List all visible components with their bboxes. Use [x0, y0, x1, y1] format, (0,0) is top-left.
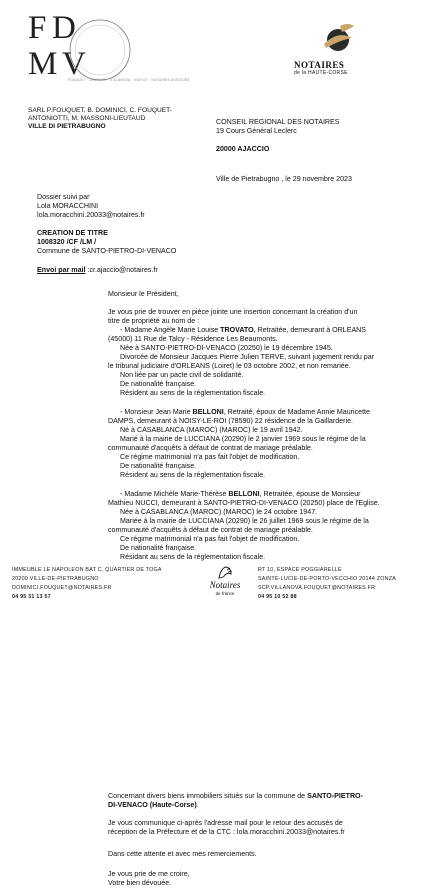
footer-left-town: 20200 VILLE-DE-PIETRABUGNO [12, 576, 99, 582]
page2-para3: Dans cette attente et avec mes remerciements. [108, 850, 257, 858]
footer-right-email: SCP.VILLANOVA.FOUQUET@NOTAIRES.FR [258, 585, 376, 591]
footer-right-phone: 04 95 10 52 88 [258, 594, 297, 600]
dossier-name: Lola MORACCHINI [37, 202, 99, 210]
dossier-email: lola.moracchini.20033@notaires.fr [37, 211, 145, 219]
envoi-line [37, 266, 158, 275]
footer-left-email: DOMINICI.FOUQUET@NOTAIRES.FR [12, 585, 112, 591]
firm-line-2: ANTONIOTTI, M. MASSONI-LIEUTAUD [28, 115, 146, 122]
person3-line4: Mariée à la mairie de LUCCIANA (20290) le 26 juillet 1969 sous le régime de la [120, 517, 369, 525]
firm-line-1: SARL P.FOUQUET, B. DOMINICI, C. FOUQUET- [28, 107, 172, 114]
envoi-email: :cr.ajaccio@notaires.fr [85, 266, 158, 274]
notaires-de-france-logo [200, 566, 250, 602]
envoi-label: Envoi par mail [37, 266, 86, 274]
page2-closing-2: Votre bien dévouée. [108, 879, 172, 887]
person2-line8: Résident au sens de la réglementation fiscale. [120, 471, 266, 479]
person3-line2: Mathieu NUCCI, demeurant à SANTO-PIETRO-DI-VENACO (20250) place de l'Eglise. [108, 499, 380, 507]
logo-letter-m: M [28, 46, 60, 82]
page2-commune: SANTO-PIETRO- [307, 792, 363, 800]
intro-line-1: Je vous prie de trouver en pièce jointe une insertion concernant la création d'un [108, 308, 358, 316]
date-line: Ville de Pietrabugno , le 29 novembre 2023 [216, 175, 352, 183]
person1-surname: TROVATO [220, 326, 254, 334]
footer-right-town: SAINTE-LUCIE-DE-PORTO-VECCHIO 20144 ZONZA [258, 576, 397, 582]
person1-line4: Divorcée de Monsieur Jacques Pierre Julien TERVE, suivant jugement rendu par [120, 353, 375, 361]
seal-circle-icon [66, 16, 134, 84]
person1-line2: (45000) 11 Rue de Talcy - Résidence Les Beaumonts. [108, 335, 278, 343]
footer-left-phone: 04 95 31 13 57 [12, 594, 51, 600]
notaires-logo-line2: de la HAUTE-CORSE [294, 70, 348, 76]
footer-left-address: IMMEUBLE LE NAPOLEON BAT C, QUARTIER DE TOGA [12, 567, 162, 573]
person3-line1: - Madame Michèle Marie-Thérèse BELLONI, Retraitée, épouse de Monsieur [120, 490, 361, 498]
recipient-street: 19 Cours Général Leclerc [216, 127, 297, 135]
person2-line4: Marié à la mairie de LUCCIANA (20290) le 2 janvier 1969 sous le régime de la [120, 435, 366, 443]
person1-line5: le tribunal judiciaire d'ORLEANS (Loiret) le 03 octobre 2002, et non remariée. [108, 362, 351, 370]
person2-line7: De nationalité française. [120, 462, 197, 470]
person3-line7: De nationalité française. [120, 544, 197, 552]
person1-line1: - Madame Angèle Marie Louise TROVATO, Retraitée, demeurant à ORLEANS [120, 326, 367, 334]
page2-para2-line1: Je vous communique ci-après l'adresse mail pour le retour des accusés de [108, 819, 343, 827]
intro-line-2: titre de propriété au nom de : [108, 317, 200, 325]
logo-letter-d: D [52, 10, 78, 46]
person1-line3: Née à SANTO-PIETRO-DI-VENACO (20250) le 19 décembre 1945. [120, 344, 333, 352]
person2-line6: Ce régime matrimonial n'a pas fait l'objet de modification. [120, 453, 300, 461]
person3-surname: BELLONI [228, 490, 260, 498]
page-break [0, 610, 445, 778]
dossier-label: Dossier suivi par [37, 193, 90, 201]
notaires-de-france-line1: Notaires [209, 580, 241, 590]
recipient-city: 20000 AJACCIO [216, 145, 270, 153]
notaires-logo-line1: NOTAIRES [294, 60, 345, 70]
person3-line8: Résidant au sens de la réglementation fiscale. [120, 553, 266, 561]
notaires-de-france-line2: de france [215, 591, 235, 596]
reference-commune: Commune de SANTO-PIETRO-DI-VENACO [37, 247, 177, 255]
footer-right-address: RT 10, ESPACE POGGIARELLE [258, 567, 342, 573]
person3-line5: communauté d'acquêts à défaut de contrat de mariage préalable. [108, 526, 313, 534]
marianne-icon [216, 566, 234, 580]
person2-surname: BELLONI [192, 408, 224, 416]
reference-title: CREATION DE TITRE [37, 229, 108, 237]
firm-town: VILLE DI PIETRABUGNO [28, 123, 106, 130]
fdmv-logo [28, 10, 190, 95]
reference-code: 1008320 /CF /LM / [37, 238, 97, 246]
seal-text: FOUQUET · DOMINICI · VILLANOVA · INDYCE · NOTAIRES ASSOCIÉS [68, 78, 190, 82]
person2-line1: - Monsieur Jean Marie BELLONI, Retraité, époux de Madame Annie Mauricette [120, 408, 370, 416]
person1-line6: Non liée par un pacte civil de solidarité. [120, 371, 244, 379]
notaires-haute-corse-logo [286, 20, 386, 80]
person1-line7: De nationalité française. [120, 380, 197, 388]
moor-head-icon [318, 20, 358, 60]
person3-line6: Ce régime matrimonial n'a pas fait l'objet de modification. [120, 535, 300, 543]
person2-line3: Né à CASABLANCA (MAROC) (MAROC) le 19 avril 1942. [120, 426, 303, 434]
page2-para1-line1: Concernant divers biens immobiliers situés sur la commune de SANTO-PIETRO- [108, 792, 363, 800]
salutation: Monsieur le Président, [108, 290, 179, 298]
person1-line8: Résident au sens de la réglementation fiscale. [120, 389, 266, 397]
recipient-name: CONSEIL REGIONAL DES NOTAIRES [216, 118, 340, 126]
page2-closing-1: Je vous prie de me croire, [108, 870, 190, 878]
logo-letter-v: V [62, 46, 88, 82]
person3-line3: Née à CASABLANCA (MAROC) (MAROC) le 24 octobre 1947. [120, 508, 318, 516]
logo-letter-f: F [28, 10, 49, 46]
page2-para2-line2: réception de la Préfecture et de la CTC : lola.moracchini.20033@notaires.fr [108, 828, 345, 836]
person2-line2: DAMPS, demeurant à NOISY-LE-ROI (78590) 22 résidence de la Gaillarderie. [108, 417, 353, 425]
page2-para1-line2: DI-VENACO (Haute-Corse). [108, 801, 199, 809]
person2-line5: communauté d'acquêts à défaut de contrat de mariage préalable. [108, 444, 313, 452]
